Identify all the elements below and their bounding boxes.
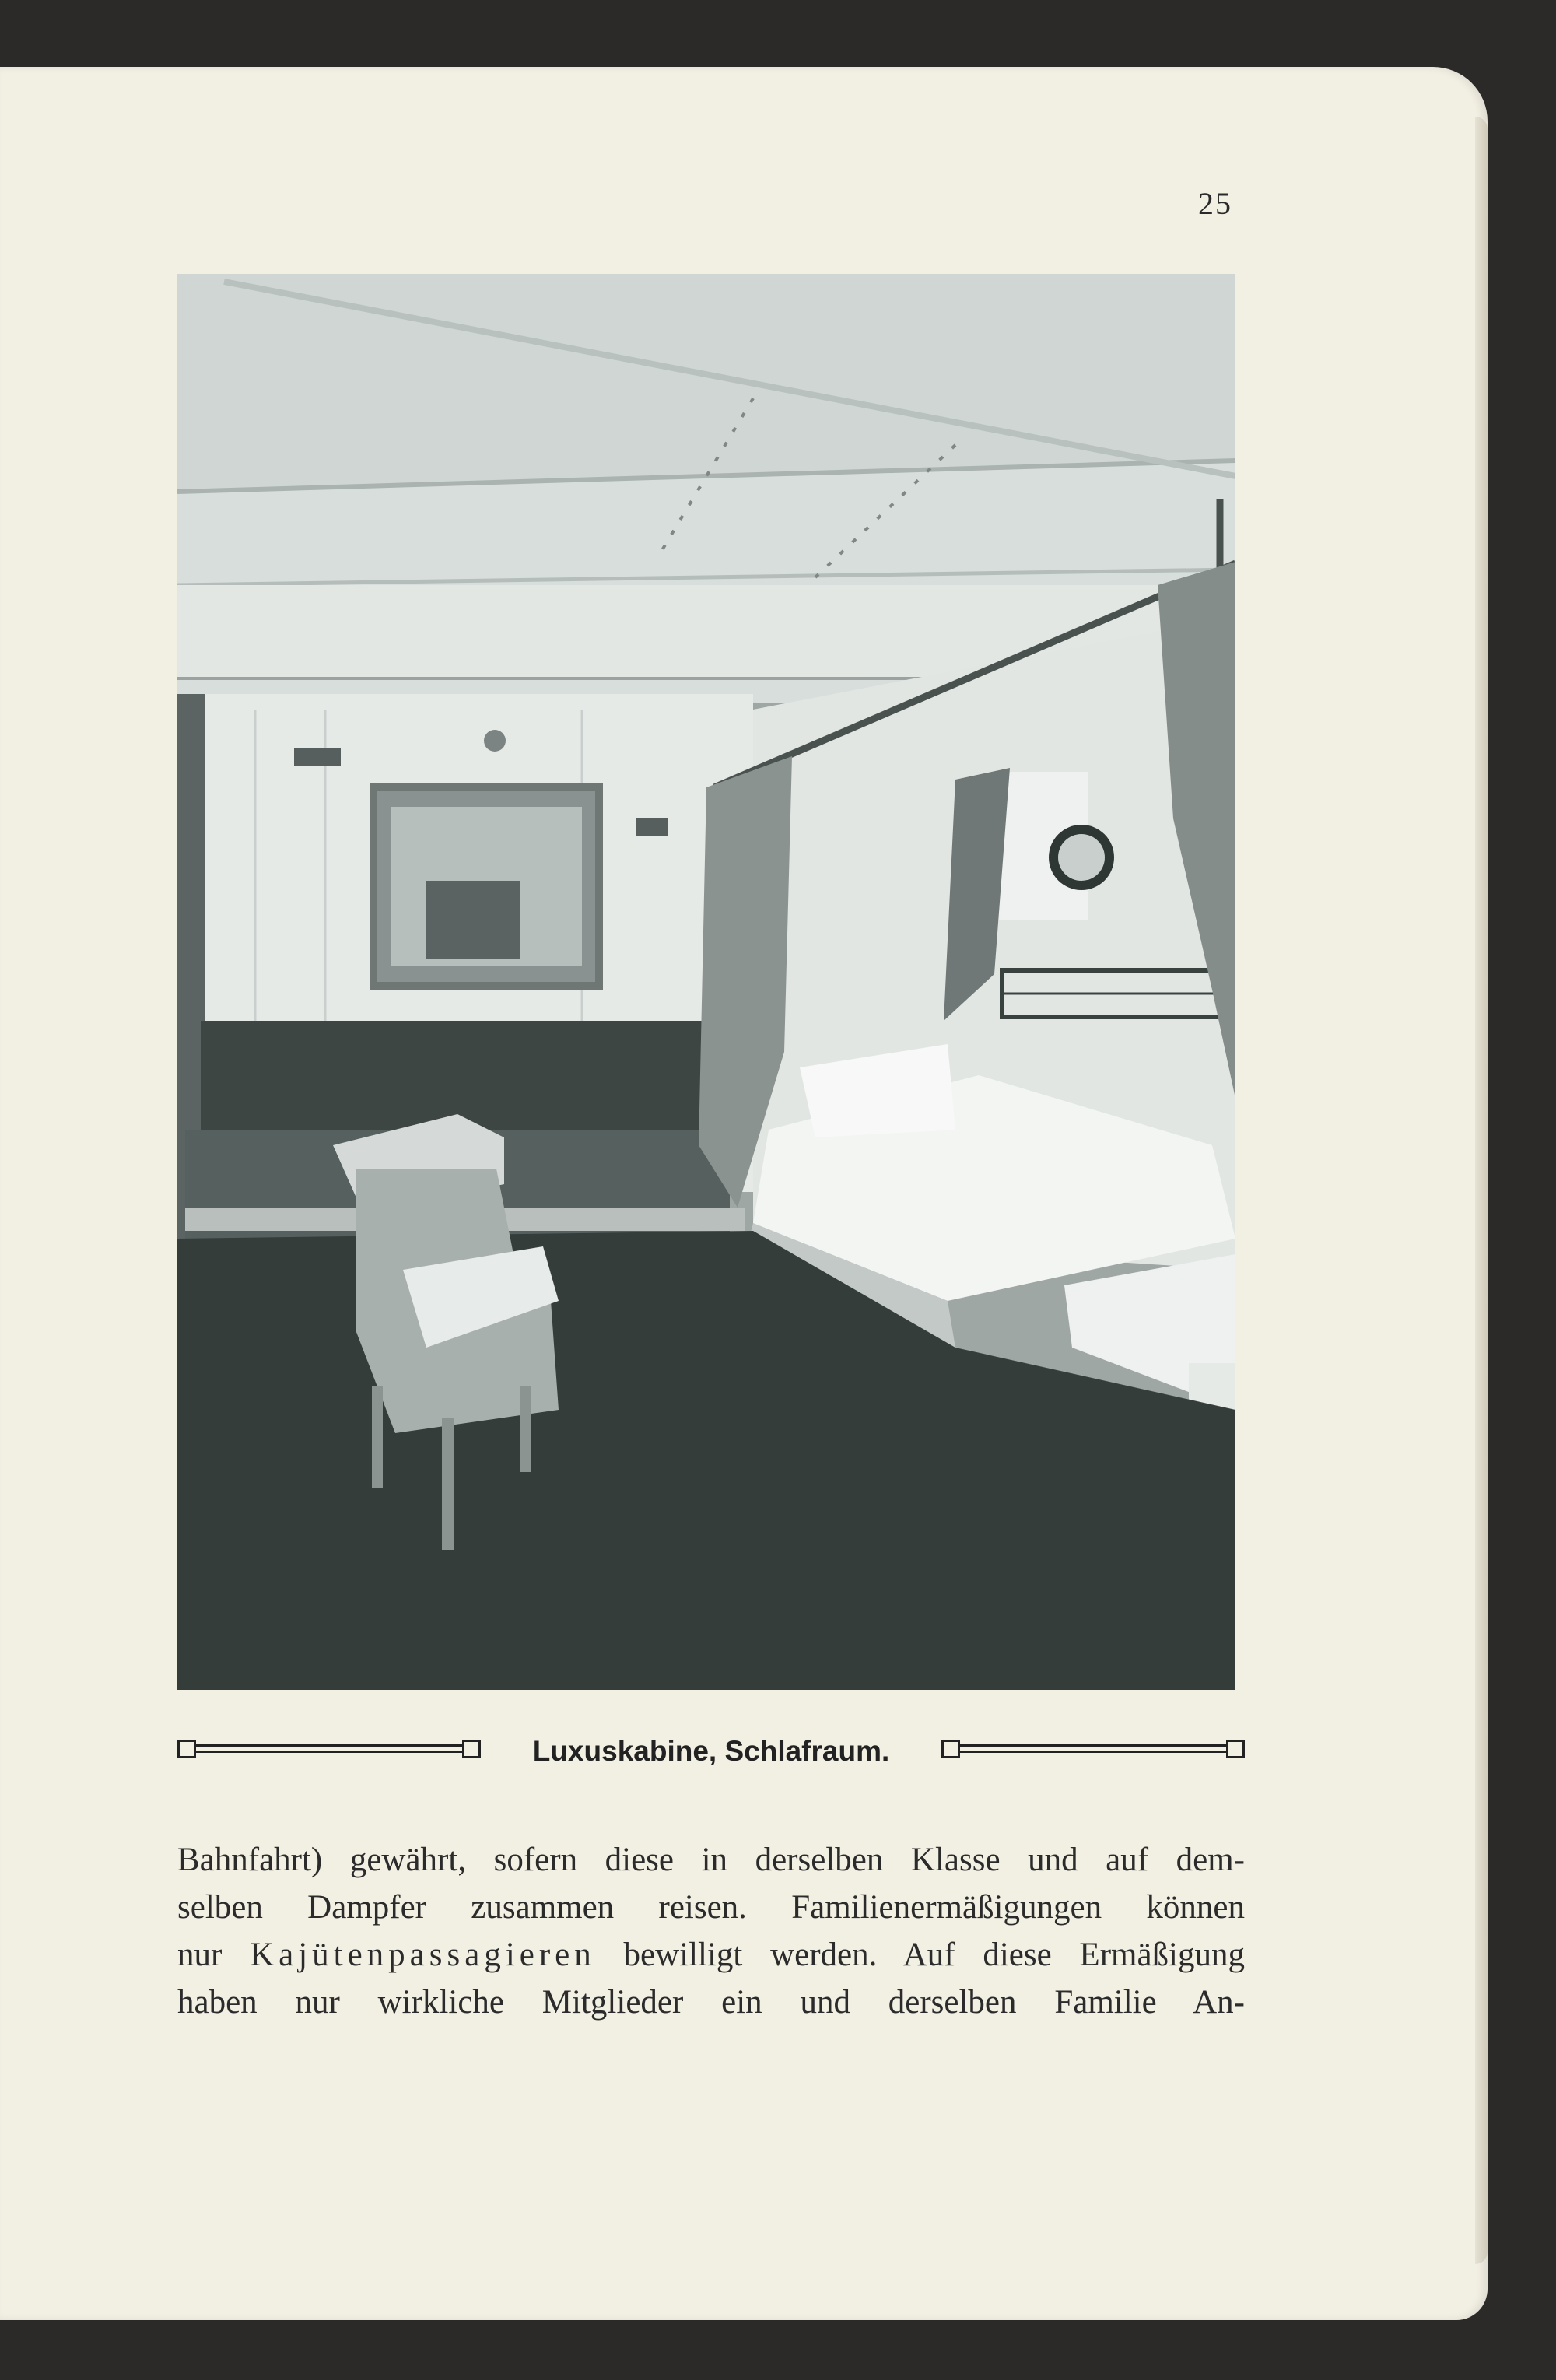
body-line: selben Dampfer zusammen reisen. Familienermäßigungen können <box>177 1889 1245 1926</box>
body-line: haben nur wirkliche Mitglieder ein und derselben Familie An- <box>177 1984 1245 2021</box>
body-line-suffix: bewilligt werden. Auf diese Ermäßigung <box>595 1937 1245 1973</box>
caption-row <box>177 1729 1245 1772</box>
spaced-emphasis-word: Kajütenpassagieren <box>250 1937 596 1973</box>
body-line: Bahnfahrt) gewährt, sofern diese in derselben Klasse und auf dem- <box>177 1842 1245 1878</box>
body-line-prefix: nur <box>177 1937 251 1973</box>
body-paragraph <box>177 1836 1245 2026</box>
page-edge <box>1475 117 1488 2264</box>
cabin-photograph <box>177 274 1235 1690</box>
cabin-photograph-illustration <box>177 274 1235 1690</box>
body-line <box>177 1931 1245 1979</box>
photo-caption: Luxuskabine, Schlafraum. <box>532 1735 890 1767</box>
page-number: 25 <box>1198 186 1232 221</box>
right-ornament <box>941 1740 1245 1763</box>
